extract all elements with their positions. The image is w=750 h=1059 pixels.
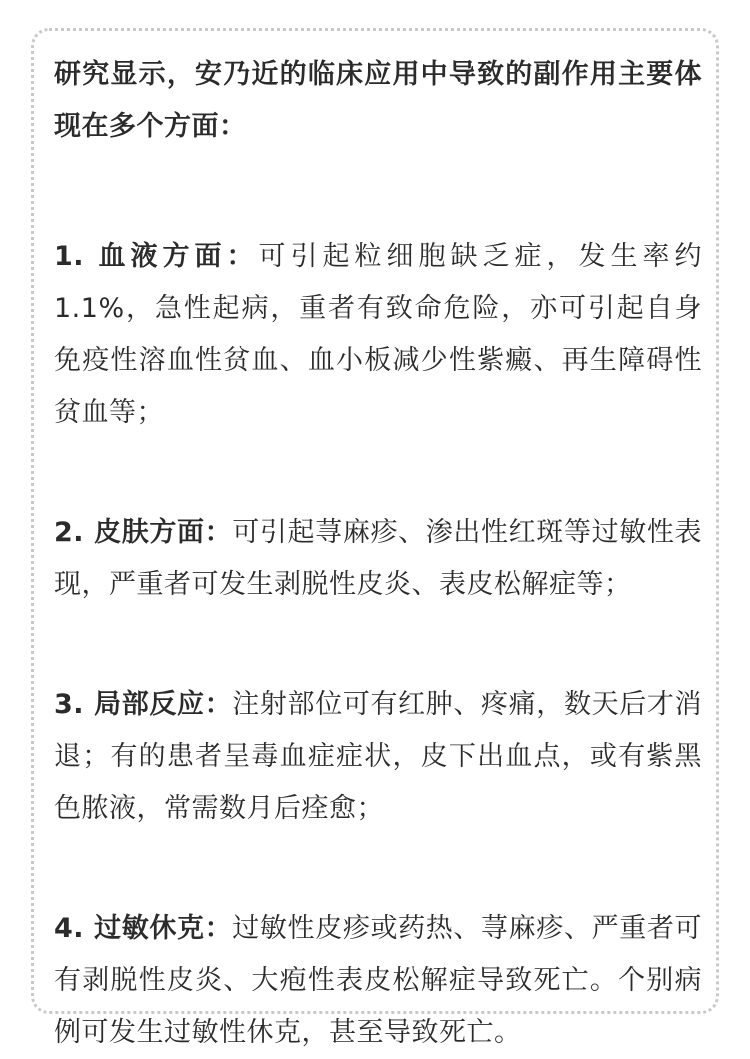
list-item-blood: [54, 231, 702, 439]
item-heading: 3. 局部反应：: [54, 689, 233, 720]
content-card: [31, 28, 719, 1048]
list-item-local-reaction: [54, 679, 702, 835]
list-item-anaphylactic-shock: [54, 903, 702, 1059]
list-item-skin: [54, 507, 702, 611]
item-text: 注射部位可有红肿、疼痛，数天后才消退；有的患者呈毒血症症状，皮下出血点，或有紫黑色脓液，常需数月后痊愈；: [54, 689, 702, 824]
item-heading: 1. 血液方面：: [54, 241, 259, 272]
item-text: 可引起荨麻疹、渗出性红斑等过敏性表现，严重者可发生剥脱性皮炎、表皮松解症等；: [54, 517, 702, 600]
article-body: [54, 49, 702, 1059]
item-text: 可引起粒细胞缺乏症，发生率约1.1%，急性起病，重者有致命危险，亦可引起自身免疫性溶血性贫血、血小板减少性紫癜、再生障碍性贫血等；: [54, 241, 703, 428]
item-text: 过敏性皮疹或药热、荨麻疹、严重者可有剥脱性皮炎、大疱性表皮松解症导致死亡。个别病例可发生过敏性休克，甚至导致死亡。: [54, 913, 702, 1048]
intro-paragraph: 研究显示，安乃近的临床应用中导致的副作用主要体现在多个方面：: [54, 59, 702, 142]
item-heading: 4. 过敏休克：: [54, 913, 233, 944]
item-heading: 2. 皮肤方面：: [54, 517, 233, 548]
